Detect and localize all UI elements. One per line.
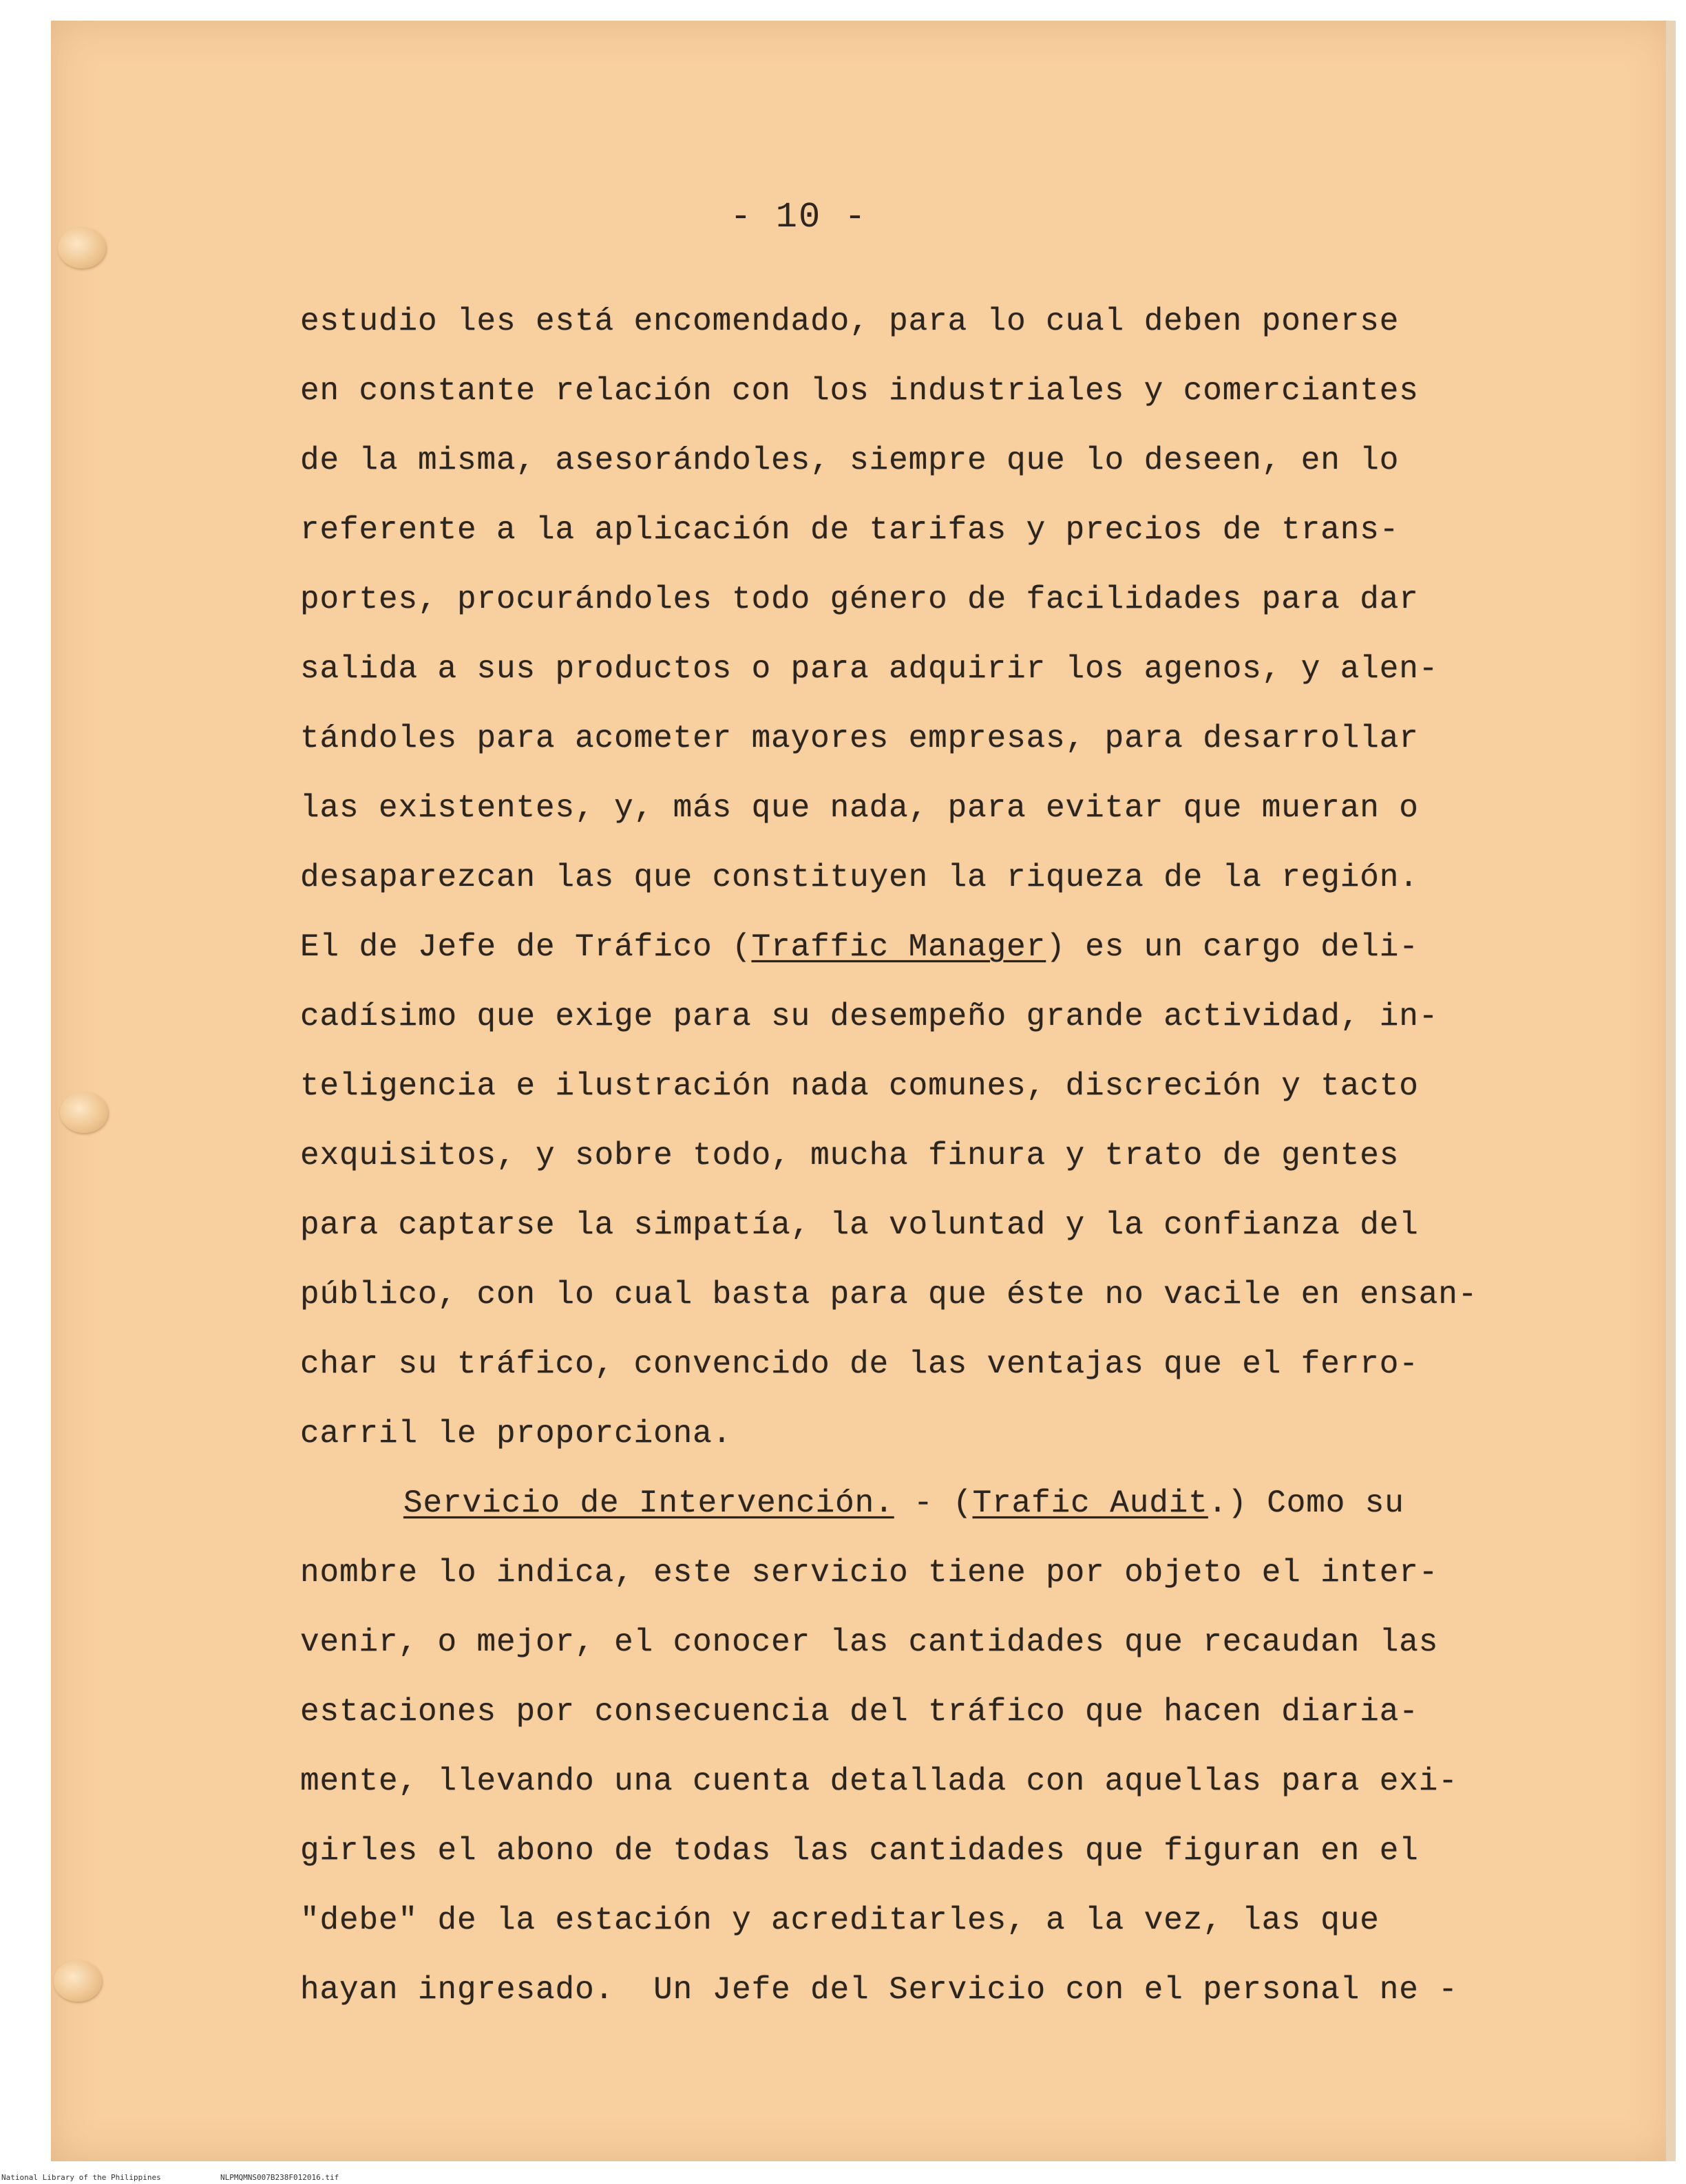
text-line: portes, procurándoles todo género de facilidades para dar	[300, 582, 1419, 617]
footer-library-name: National Library of the Philippines	[1, 2173, 161, 2182]
text-line: de la misma, asesorándoles, siempre que lo deseen, en lo	[300, 443, 1400, 478]
text-line: exquisitos, y sobre todo, mucha finura y trato de gentes	[300, 1138, 1400, 1174]
text-line: tándoles para acometer mayores empresas, para desarrollar	[300, 721, 1419, 756]
text-fragment: El de Jefe de Tráfico (	[300, 929, 752, 965]
underlined-term-traffic-manager: Traffic Manager	[751, 929, 1046, 965]
text-line: hayan ingresado. Un Jefe del Servicio con el personal ne -	[300, 1972, 1458, 2008]
text-line: nombre lo indica, este servicio tiene por objeto el inter-	[300, 1555, 1439, 1591]
traffic-manager-line	[300, 926, 1553, 996]
text-fragment: .) Como su	[1208, 1485, 1404, 1521]
footer-file-name: NLPMQMNS007B238F012016.tif	[220, 2173, 339, 2182]
body-text	[300, 301, 1553, 2039]
text-line: estaciones por consecuencia del tráfico que hacen diaria-	[300, 1694, 1419, 1730]
section-heading-line	[300, 1483, 1553, 1552]
text-line: venir, o mejor, el conocer las cantidades que recaudan las	[300, 1624, 1439, 1660]
text-line: estudio les está encomendado, para lo cual deben ponerse	[300, 304, 1400, 339]
text-fragment: - (	[894, 1485, 973, 1521]
page-number: - 10 -	[730, 197, 867, 237]
text-line: teligencia e ilustración nada comunes, discreción y tacto	[300, 1068, 1419, 1104]
text-line: referente a la aplicación de tarifas y precios de trans-	[300, 512, 1400, 548]
text-line: desaparezcan las que constituyen la riqueza de la región.	[300, 860, 1419, 895]
binder-hole-middle	[60, 1092, 108, 1133]
text-line: salida a sus productos o para adquirir los agenos, y alen-	[300, 651, 1439, 687]
binder-hole-top	[58, 227, 106, 268]
text-line: char su tráfico, convencido de las ventajas que el ferro-	[300, 1346, 1419, 1382]
underlined-term-trafic-audit: Trafic Audit	[972, 1485, 1208, 1521]
text-line: en constante relación con los industriales y comerciantes	[300, 373, 1419, 409]
text-line: las existentes, y, más que nada, para evitar que mueran o	[300, 790, 1419, 826]
text-line: carril le proporciona.	[300, 1416, 733, 1452]
text-fragment: ) es un cargo deli-	[1046, 929, 1419, 965]
text-line: para captarse la simpatía, la voluntad y la confianza del	[300, 1207, 1419, 1243]
section-heading: Servicio de Intervención.	[403, 1485, 894, 1521]
text-line: público, con lo cual basta para que éste no vacile en ensan-	[300, 1277, 1478, 1313]
text-line: mente, llevando una cuenta detallada con aquellas para exi-	[300, 1763, 1458, 1799]
binder-hole-bottom	[54, 1960, 102, 2002]
page-edge	[1666, 21, 1676, 2161]
text-line: girles el abono de todas las cantidades que figuran en el	[300, 1833, 1419, 1869]
text-line: cadísimo que exige para su desempeño grande actividad, in-	[300, 999, 1439, 1035]
text-line: "debe" de la estación y acreditarles, a la vez, las que	[300, 1902, 1380, 1938]
